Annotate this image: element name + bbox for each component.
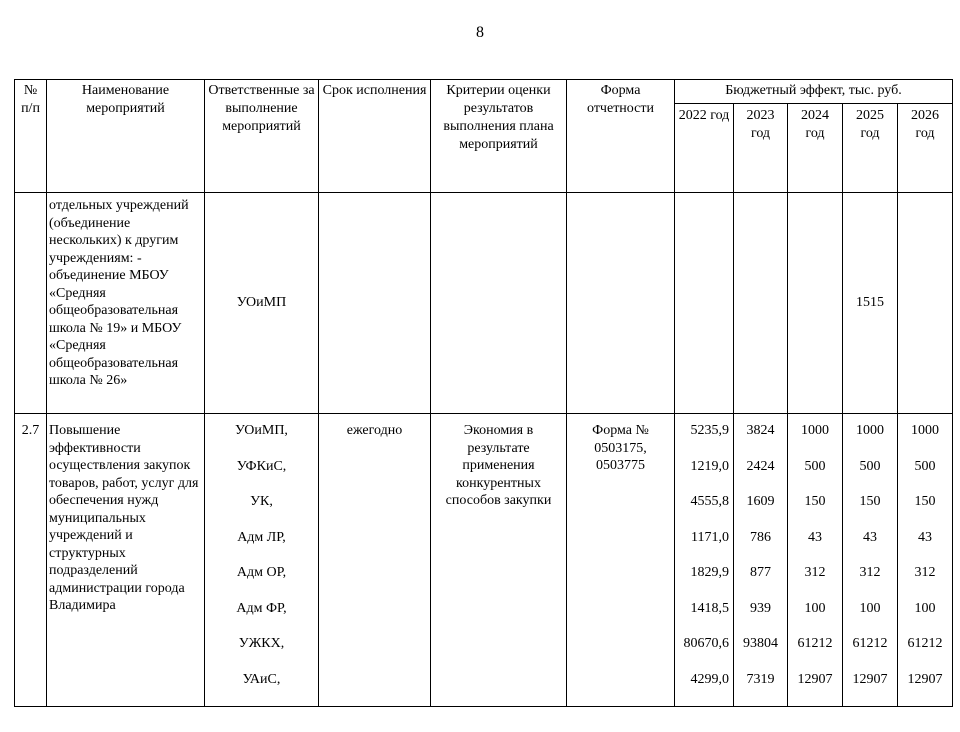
- value-2022: 80670,6: [683, 636, 729, 651]
- cell-2023-values: [734, 414, 788, 707]
- header-criteria: Критерии оценки результатов выполнения плана мероприятий: [431, 80, 567, 193]
- cell-2024: [788, 193, 843, 414]
- value-2025: 150: [859, 494, 881, 509]
- cell-criteria: [431, 193, 567, 414]
- value-2023: 93804: [743, 636, 778, 651]
- cell-name: Повышение эффективности осуществления закупок товаров, работ, услуг для обеспечения нужд муниципальных учреждений и структурных подразделений администрации города Владимира: [47, 414, 205, 707]
- value-2023: 7319: [746, 671, 775, 687]
- value-2025: 12907: [852, 671, 888, 687]
- value-2026: 100: [914, 600, 936, 616]
- value-2023: 2424: [746, 458, 775, 474]
- value-2023: 3824: [746, 423, 775, 438]
- value-2023: 877: [750, 565, 771, 580]
- value-2023: 1609: [746, 494, 775, 509]
- header-budget-effect: Бюджетный эффект, тыс. руб.: [675, 80, 953, 104]
- value-2026: 61212: [907, 636, 943, 651]
- cell-responsible: [205, 193, 319, 414]
- value-2024: 500: [804, 458, 826, 474]
- responsible-item: УЖКХ,: [238, 636, 285, 651]
- value-2023: 939: [750, 600, 771, 616]
- cell-no: [15, 193, 47, 414]
- value-2026: 43: [918, 529, 932, 545]
- cell-2022-values: [675, 414, 734, 707]
- value-2022: 1171,0: [691, 529, 729, 545]
- responsible-item: Адм ЛР,: [237, 529, 286, 545]
- value-2025: 312: [859, 565, 881, 580]
- header-year-2024: 2024 год: [788, 104, 843, 193]
- value-2024: 100: [804, 600, 826, 616]
- value-2024: 150: [804, 494, 826, 509]
- cell-2023: [734, 193, 788, 414]
- value-2022: 1219,0: [690, 458, 729, 474]
- cell-report-form: Форма № 0503175, 0503775: [567, 414, 675, 707]
- value-2023: 786: [750, 529, 771, 545]
- cell-2022: [675, 193, 734, 414]
- cell-criteria: Экономия в результате применения конкурентных способов закупки: [431, 414, 567, 707]
- header-no: № п/п: [15, 80, 47, 193]
- cell-2026-values: [898, 414, 953, 707]
- header-deadline: Срок исполнения: [319, 80, 431, 193]
- value-2026: 500: [914, 458, 936, 474]
- value-2026: 150: [914, 494, 936, 509]
- header-year-2023: 2023 год: [734, 104, 788, 193]
- cell-deadline: ежегодно: [319, 414, 431, 707]
- value-2022: 4299,0: [690, 671, 729, 687]
- value-2026: 1000: [911, 423, 939, 438]
- value-2024: 312: [804, 565, 826, 580]
- value-2025: 100: [859, 600, 881, 616]
- responsible-item: УОиМП,: [235, 423, 288, 438]
- value-2025: 1000: [856, 423, 884, 438]
- value-2022: 1829,9: [690, 565, 729, 580]
- cell-2025-values: [843, 414, 898, 707]
- value-2024: 1000: [801, 423, 829, 438]
- page-number: 8: [476, 24, 484, 41]
- header-year-2026: 2026 год: [898, 104, 953, 193]
- value-2025: 61212: [852, 636, 888, 651]
- responsible-item: УФКиС,: [236, 458, 287, 474]
- value-2022: 1418,5: [690, 600, 729, 616]
- value-2024: 61212: [797, 636, 833, 651]
- action-plan-table: [14, 79, 953, 707]
- header-report-form: Форма отчетности: [567, 80, 675, 193]
- cell-name: отдельных учреждений (объединение нескольких) к другим учреждениям: - объединение МБОУ «Средняя общеобразовательная школа № 19» и МБОУ «Средняя общеобразовательная школа № 26»: [47, 193, 205, 414]
- responsible-item: Адм ОР,: [236, 565, 287, 580]
- value-2022: 5235,9: [690, 423, 729, 438]
- responsible-item: УАиС,: [242, 671, 281, 687]
- value-2024: 43: [808, 529, 822, 545]
- cell-2024-values: [788, 414, 843, 707]
- responsible-text: УОиМП: [236, 295, 287, 311]
- table-row: [15, 193, 953, 414]
- cell-report-form: [567, 193, 675, 414]
- value-2026: 312: [914, 565, 936, 580]
- cell-2025: [843, 193, 898, 414]
- cell-no: 2.7: [15, 414, 47, 707]
- header-responsible: Ответственные за выполнение мероприятий: [205, 80, 319, 193]
- responsible-item: УК,: [250, 494, 273, 509]
- table-row: [15, 414, 953, 707]
- value-2024: 12907: [797, 671, 833, 687]
- header-year-2022: 2022 год: [675, 104, 734, 193]
- cell-2026: [898, 193, 953, 414]
- responsible-item: Адм ФР,: [236, 600, 287, 616]
- value-2025: 1515: [856, 295, 884, 311]
- header-name: Наименование мероприятий: [47, 80, 205, 193]
- cell-responsible-list: [205, 414, 319, 707]
- value-2026: 12907: [907, 671, 943, 687]
- value-2022: 4555,8: [690, 494, 729, 509]
- value-2025: 500: [859, 458, 881, 474]
- cell-deadline: [319, 193, 431, 414]
- header-year-2025: 2025 год: [843, 104, 898, 193]
- value-2025: 43: [863, 529, 877, 545]
